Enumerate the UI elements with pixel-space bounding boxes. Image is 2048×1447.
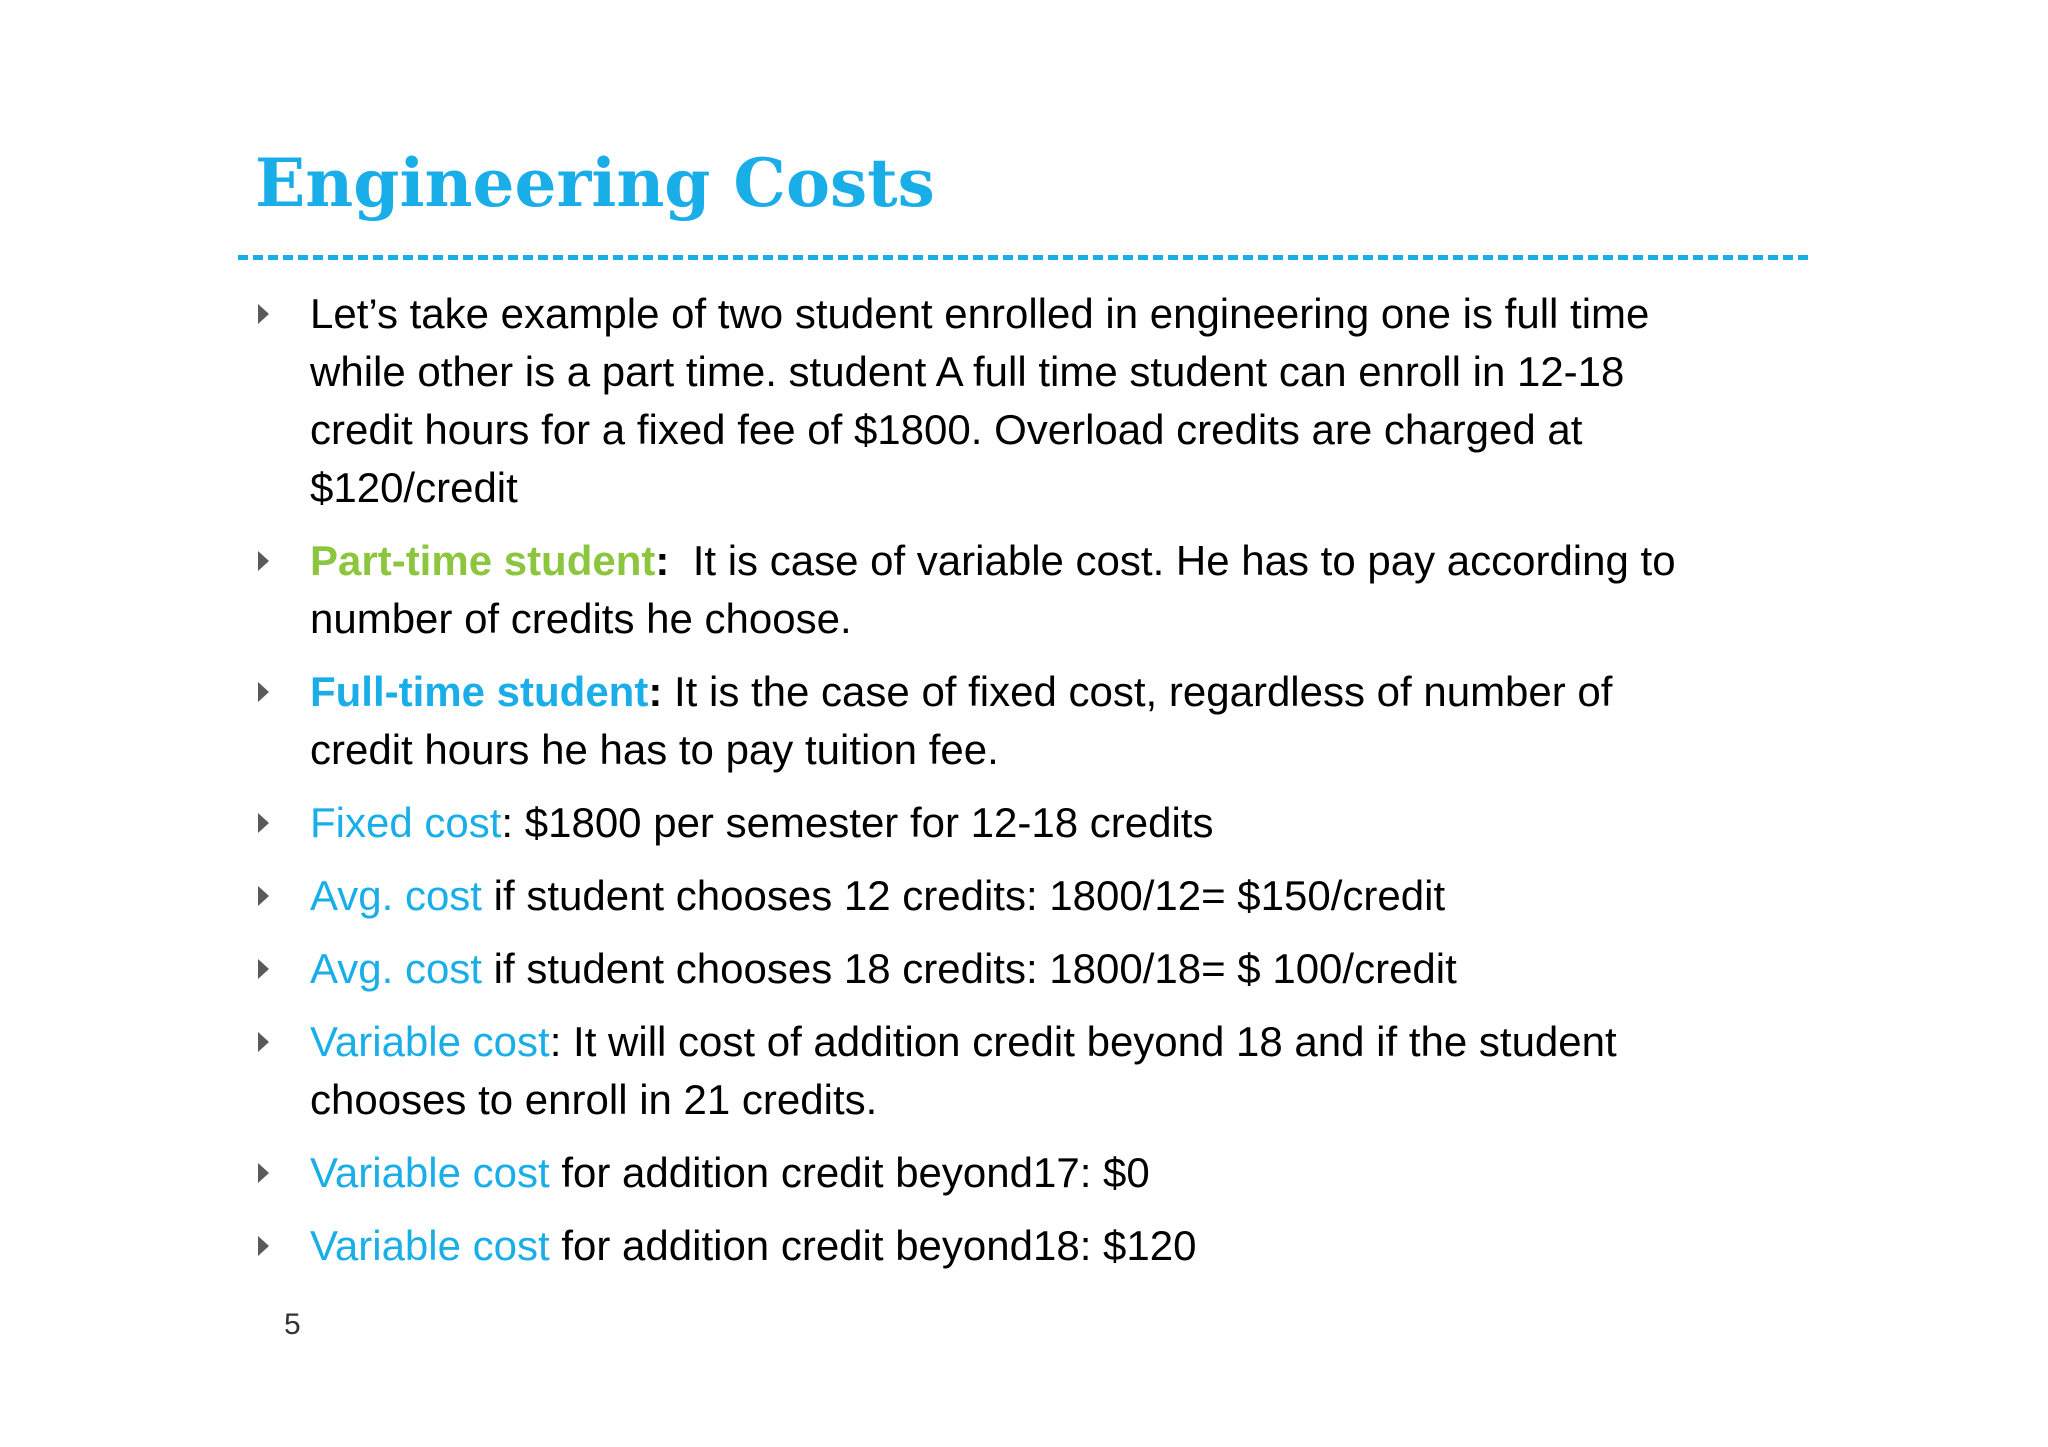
slide-title: Engineering Costs <box>255 144 935 222</box>
bullet-item <box>250 1144 1820 1202</box>
term-highlight: Variable cost <box>310 1149 550 1196</box>
bullet-text: : $1800 per semester for 12-18 credits <box>501 799 1214 846</box>
bullet-text: Let’s take example of two student enrolled in engineering one is full time <box>310 290 1650 337</box>
bullet-text: for addition credit beyond18: $120 <box>549 1222 1197 1269</box>
bullet-item <box>250 1217 1820 1275</box>
term-colon: : <box>655 537 670 584</box>
page-number: 5 <box>284 1308 301 1341</box>
bullet-text: chooses to enroll in 21 credits. <box>310 1076 878 1123</box>
triangle-right-icon <box>258 1163 269 1183</box>
bullet-text: It is the case of fixed cost, regardless of number of <box>662 668 1613 715</box>
triangle-right-icon <box>258 959 269 979</box>
bullet-text: credit hours he has to pay tuition fee. <box>310 726 999 773</box>
term-highlight: Variable cost <box>310 1018 550 1065</box>
bullet-text: credit hours for a fixed fee of $1800. Overload credits are charged at <box>310 406 1583 453</box>
bullet-item <box>250 532 1820 648</box>
bullet-item <box>250 940 1820 998</box>
bullet-text: : It will cost of addition credit beyond 18 and if the student <box>549 1018 1617 1065</box>
bullet-item <box>250 285 1820 517</box>
triangle-right-icon <box>258 1236 269 1256</box>
term-colon: : <box>648 668 663 715</box>
term-highlight: Part-time student <box>310 537 656 584</box>
bullet-text: while other is a part time. student A full time student can enroll in 12-18 <box>310 348 1625 395</box>
triangle-right-icon <box>258 813 269 833</box>
term-highlight: Fixed cost <box>310 799 502 846</box>
bullet-item <box>250 867 1820 925</box>
title-divider <box>238 255 1808 260</box>
bullet-item <box>250 1013 1820 1129</box>
term-highlight: Full-time student <box>310 668 649 715</box>
triangle-right-icon <box>258 682 269 702</box>
bullet-item <box>250 663 1820 779</box>
triangle-right-icon <box>258 551 269 571</box>
bullet-text: for addition credit beyond17: $0 <box>549 1149 1150 1196</box>
bullet-text: It is case of variable cost. He has to pay according to <box>669 537 1676 584</box>
term-highlight: Variable cost <box>310 1222 550 1269</box>
triangle-right-icon <box>258 304 269 324</box>
bullet-item <box>250 794 1820 852</box>
bullet-text: $120/credit <box>310 464 518 511</box>
bullet-text: if student chooses 12 credits: 1800/12= $150/credit <box>481 872 1446 919</box>
triangle-right-icon <box>258 1032 269 1052</box>
term-highlight: Avg. cost <box>310 872 482 919</box>
triangle-right-icon <box>258 886 269 906</box>
term-highlight: Avg. cost <box>310 945 482 992</box>
bullet-text: number of credits he choose. <box>310 595 852 642</box>
bullet-text: if student chooses 18 credits: 1800/18= $ 100/credit <box>481 945 1457 992</box>
bullet-list <box>250 285 1820 1290</box>
